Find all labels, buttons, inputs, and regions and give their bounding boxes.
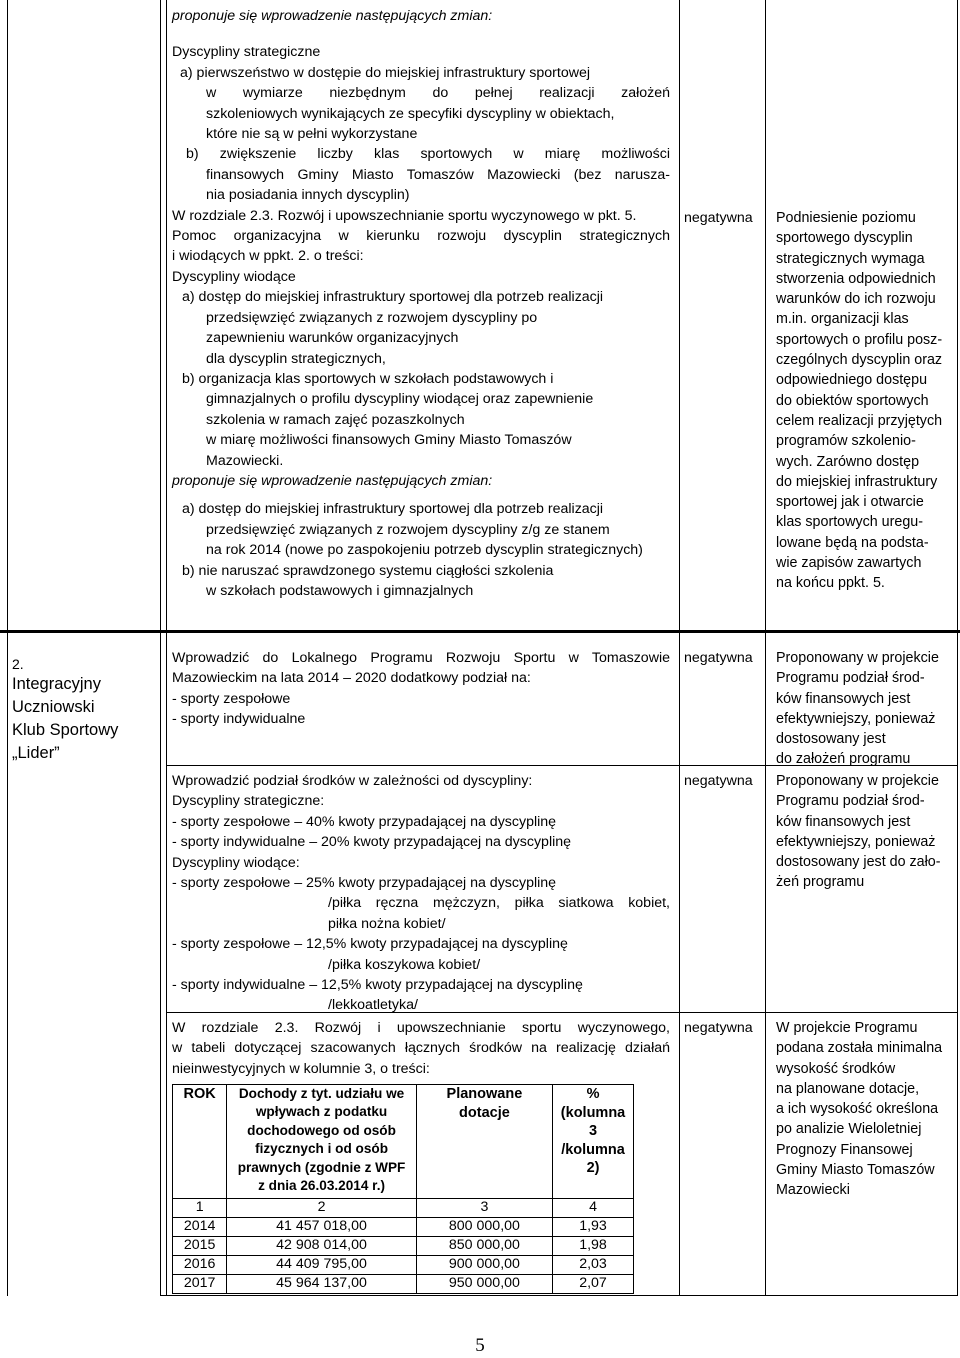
proposal-intro: proponuje się wprowadzenie następujących zmian: [172,472,493,489]
comment-line: Mazowiecki [776,1182,850,1199]
comment-line: do obiektów sportowych [776,392,929,409]
text-line: Wprowadzić podział środków w zależności od dyscypliny: [172,773,533,789]
text-line: /piłka ręczna mężczyzn, piłka siatkowa kobiet, [328,895,670,912]
header-cell [416,1085,552,1199]
comment-line: strategicznych wymaga [776,250,925,267]
comment-line: Programu podział środ- [776,793,925,810]
status-label: negatywna [684,650,753,666]
comment-line: do założeń programu [776,751,911,768]
header-line: wpływach z podatku [255,1104,388,1120]
table-divider [166,0,167,630]
section-ref: i wiodących w ppkt. 2. o treści: [172,248,364,265]
comment-line: do miejskiej infrastruktury [776,473,938,490]
comment-line: ków finansowych jest [776,813,911,830]
year-cell: 2014 [173,1218,227,1237]
comment-line: efektywniejszy, ponieważ [776,833,936,850]
comment-cell [776,1018,954,1201]
text-line: /lekkoatletyka/ [328,997,418,1014]
year-cell: 2016 [173,1256,227,1275]
status-cell [684,1018,753,1038]
org-name-line: Integracyjny [12,675,101,693]
income-cell: 42 908 014,00 [227,1237,417,1256]
text-line: Mazowiecki. [206,452,284,469]
column-number: 3 [416,1199,552,1218]
section-ref: Pomoc organizacyjna w kierunku rozwoju dyscyplin strategicznych [172,228,670,245]
proposal-cell [172,648,670,730]
comment-line: efektywniejszy, ponieważ [776,710,936,727]
header-line: dochodowego od osób [247,1122,396,1138]
text-line: w wymiarze niezbędnym do pełnej realizacji założeń [206,85,670,102]
comment-line: wysokość środków [776,1060,896,1077]
comment-line: odpowiedniego dostępu [776,372,928,389]
text-line: Dyscypliny wiodące: [172,854,300,871]
column-number: 2 [227,1199,417,1218]
percent-cell: 2,03 [553,1256,634,1275]
text-line: gimnazjalnych o profilu dyscypliny wiodącej oraz zapewnienie [206,391,594,408]
table-divider [160,633,161,1296]
comment-line: Gminy Miasto Tomaszów [776,1162,935,1179]
table-border-bottom [160,1295,958,1296]
proposal-cell [172,771,670,1016]
comment-line: warunków do ich rozwoju [776,291,936,308]
table-row [173,1218,634,1237]
header-cell [553,1085,634,1199]
dotation-cell: 950 000,00 [416,1275,552,1294]
comment-line: celem realizacji przyjętych [776,412,943,429]
text-line: finansowych Gminy Miasto Tomaszów Mazowiecki (bez narusza- [206,166,670,183]
header-cell [173,1085,227,1199]
heading-leading: Dyscypliny wiodące [172,268,296,285]
text-line: - sporty indywidualne [172,711,306,728]
text-line: b) zwiększenie liczby klas sportowych w miarę możliwości [186,146,670,163]
comment-line: programów szkolenio- [776,433,916,450]
text-line: - sporty zespołowe – 12,5% kwoty przypadającej na dyscyplinę [172,936,568,953]
year-cell: 2015 [173,1237,227,1256]
heading-strategic: Dyscypliny strategiczne [172,44,321,61]
comment-line: na końcu ppkt. 5. [776,575,885,592]
status-cell [684,648,753,668]
text-line: nieinwestycyjnych w kolumnie 3, o treści: [172,1060,430,1077]
header-line: Planowane [446,1086,523,1102]
status-cell [684,208,753,228]
comment-line: po analizie Wieloletniej [776,1121,922,1138]
income-cell: 44 409 795,00 [227,1256,417,1275]
row-number: 2. [12,656,24,672]
text-line: b) organizacja klas sportowych w szkołach podstawowych i [182,370,554,387]
comment-line: dostosowany jest [776,731,886,748]
table-border-right [957,633,958,1296]
comment-cell [776,648,954,770]
comment-line: klas sportowych uregu- [776,514,924,531]
header-line: ROK [183,1086,216,1102]
column-number-row [173,1199,634,1218]
dotation-cell: 850 000,00 [416,1237,552,1256]
table-header-row [173,1085,634,1199]
text-line: a) pierwszeństwo w dostępie do miejskiej infrastruktury sportowej [180,64,591,81]
percent-cell: 1,98 [553,1237,634,1256]
percent-cell: 1,93 [553,1218,634,1237]
text-line: nia posiadania innych dyscyplin) [206,187,410,204]
status-label: negatywna [684,1020,753,1036]
text-line: piłka nożna kobiet/ [328,915,446,932]
table-divider [166,633,167,1296]
header-line: 2) [586,1160,600,1177]
text-line: w szkołach podstawowych i gimnazjalnych [206,582,474,599]
text-line: zapewnieniu warunków organizacyjnych [206,330,459,347]
text-line: przedsięwzięć związanych z rozwojem dyscypliny po [206,309,538,326]
comment-line: Proponowany w projekcie [776,773,939,789]
text-line: szkoleniowych wynikających ze specyfiki dyscypliny w obiektach, [206,105,615,122]
table-row [173,1275,634,1294]
table-divider [160,0,161,630]
text-line: które nie są w pełni wykorzystane [206,126,418,143]
header-cell [227,1085,417,1199]
comment-line: Programu podział środ- [776,670,925,687]
status-cell [684,771,753,791]
table-divider [765,0,766,630]
comment-line: wych. Zarówno dostęp [776,453,920,470]
status-label: negatywna [684,773,753,789]
comment-line: wie zapisów zawartych [776,555,922,572]
proposal-cell [172,6,670,601]
table-row [173,1256,634,1275]
table-border-right [957,0,958,630]
text-line: W rozdziale 2.3. Rozwój i upowszechnianie sportu wyczynowego, [172,1020,670,1036]
comment-line: stworzenia odpowiednich [776,270,936,287]
comment-line: lowane będą na podsta- [776,534,929,551]
text-line: w tabeli dotyczącej szacowanych łącznych środków na realizację działań [172,1040,670,1057]
header-line: z dnia 26.03.2014 r.) [258,1178,386,1194]
text-line: szkolenia w ramach zajęć pozaszkolnych [206,411,465,428]
text-line: - sporty indywidualne – 20% kwoty przypadającej na dyscyplinę [172,834,572,851]
header-line: (kolumna [560,1104,626,1121]
comment-line: W projekcie Programu [776,1020,918,1036]
section-ref: W rozdziale 2.3. Rozwój i upowszechnianie sportu wyczynowego w pkt. 5. [172,207,637,224]
column-number: 1 [173,1199,227,1218]
text-line: b) nie naruszać sprawdzonego systemu ciągłości szkolenia [182,562,554,579]
text-line: a) dostęp do miejskiej infrastruktury sportowej dla potrzeb realizacji [182,289,604,306]
text-line: Mazowieckim na lata 2014 – 2020 dodatkowy podział na: [172,670,531,687]
comment-line: podana została minimalna [776,1040,943,1057]
comment-line: żeń programu [776,874,865,891]
comment-line: m.in. organizacji klas [776,311,909,328]
text-line: w miarę możliwości finansowych Gminy Miasto Tomaszów [206,432,572,449]
proposal-cell [172,1018,670,1079]
table-border-left [7,0,8,1296]
text-line: na rok 2014 (nowe po zaspokojeniu potrzeb dyscyplin strategicznych) [206,542,643,559]
table-row [173,1237,634,1256]
comment-line: ków finansowych jest [776,690,911,707]
text-line: /piłka koszykowa kobiet/ [328,956,481,973]
comment-cell [776,771,954,893]
comment-line: sportowych o profilu posz- [776,331,943,348]
header-line: fizycznych i od osób [255,1141,388,1157]
comment-line: sportowego dyscyplin [776,230,913,247]
income-cell: 45 964 137,00 [227,1275,417,1294]
header-line: % [586,1086,600,1102]
dotation-cell: 900 000,00 [416,1256,552,1275]
page-number: 5 [475,1335,485,1356]
comment-line: na planowane dotacje, [776,1080,920,1097]
row-separator [0,630,960,633]
comment-line: sportowej jak i otwarcie [776,494,924,511]
text-line: - sporty zespołowe – 25% kwoty przypadającej na dyscyplinę [172,875,557,892]
text-line: a) dostęp do miejskiej infrastruktury sportowej dla potrzeb realizacji [182,501,604,518]
comment-line: Proponowany w projekcie [776,650,939,666]
column-number: 4 [553,1199,634,1218]
text-line: - sporty zespołowe – 40% kwoty przypadającej na dyscyplinę [172,813,557,830]
header-line: /kolumna [561,1141,625,1158]
text-line: przedsięwzięć związanych z rozwojem dyscypliny z/g ze stanem [206,521,610,538]
table-divider [679,633,680,1296]
comment-line: Podniesienie poziomu [776,210,916,226]
table-divider [679,0,680,630]
comment-line: czególnych dyscyplin oraz [776,352,943,369]
header-line: dotacje [459,1104,510,1121]
income-cell: 41 457 018,00 [227,1218,417,1237]
dotation-table [172,1084,634,1294]
text-line: - sporty zespołowe [172,690,291,707]
header-line: 3 [588,1123,598,1140]
text-line: Dyscypliny strategiczne: [172,793,325,810]
submitter-cell [12,655,158,765]
org-name-line: Klub Sportowy [12,721,119,739]
text-line: dla dyscyplin strategicznych, [206,350,386,367]
status-label: negatywna [684,210,753,226]
table-divider [765,633,766,1296]
year-cell: 2017 [173,1275,227,1294]
org-name-line: „Lider” [12,744,60,762]
comment-line: a ich wysokość określona [776,1101,939,1118]
comment-cell [776,208,954,594]
header-line: Dochody z tyt. udziału we [238,1086,405,1101]
proposal-intro: proponuje się wprowadzenie następujących zmian: [172,8,493,24]
org-name-line: Uczniowski [12,698,95,716]
percent-cell: 2,07 [553,1275,634,1294]
text-line: Wprowadzić do Lokalnego Programu Rozwoju Sportu w Tomaszowie [172,650,670,666]
comment-line: dostosowany jest do zało- [776,854,941,871]
dotation-cell: 800 000,00 [416,1218,552,1237]
text-line: - sporty indywidualne – 12,5% kwoty przypadającej na dyscyplinę [172,977,583,994]
comment-line: Prognozy Finansowej [776,1141,913,1158]
header-line: prawnych (zgodnie z WPF [237,1159,406,1175]
